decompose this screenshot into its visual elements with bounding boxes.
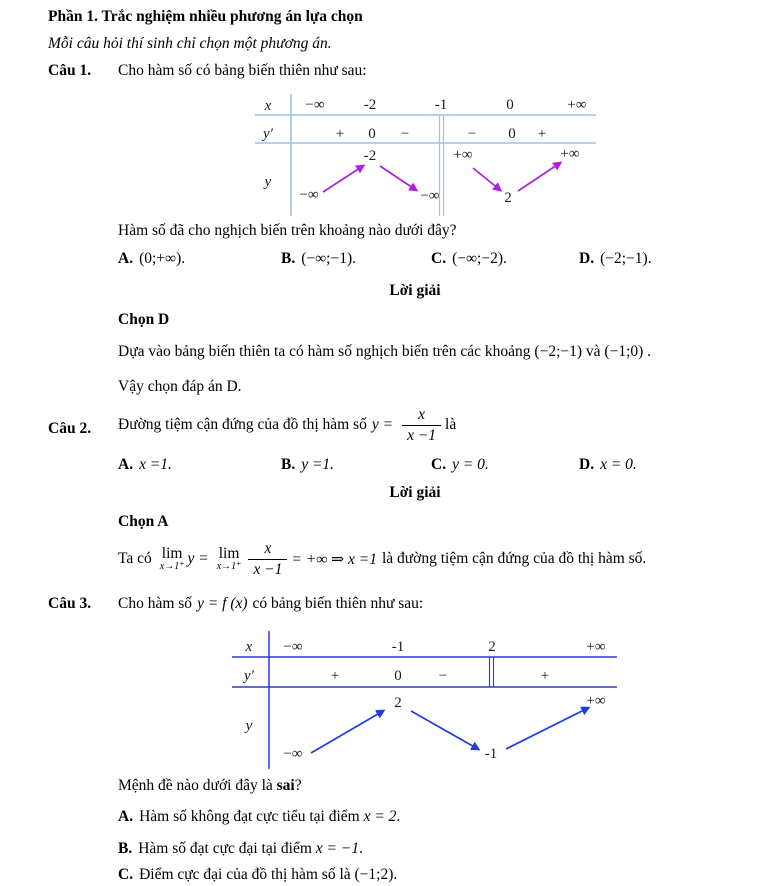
table1-y-value: -2 [363,148,377,164]
q3-statement-a [118,808,400,826]
table1-sign: − [467,126,477,142]
table2-x-value: -1 [391,639,405,655]
q2-option-c [431,456,579,474]
q2-stem-pre: Đường tiệm cận đứng của đồ thị hàm số [118,416,367,433]
q1-solution-title: Lời giải [389,282,441,299]
table1-arrows [323,163,560,192]
option-key: C. [431,250,447,267]
q1-option-c [431,250,579,268]
lim-word: lim [218,544,240,562]
table2-row-label-yp: y′ [244,668,254,684]
table1-x-value: -2 [363,97,377,113]
option-key: B. [118,840,133,857]
q1-option-d [579,250,738,268]
q1-question: Hàm số đã cho nghịch biến trên khoảng nào dưới đây? [118,222,457,239]
table2-y-value: +∞ [586,693,606,709]
statement-math: x = 2 [363,808,397,825]
q3-statement-c [118,866,397,884]
table2-y-value: 2 [394,695,402,711]
q3-question-post: ? [294,777,302,794]
table1-sign: − [400,126,410,142]
fraction-numerator: x [264,540,272,558]
q2-sol-tail: = +∞ ⇒ x =1 [291,550,377,568]
option-key: A. [118,808,134,825]
fraction [402,406,441,443]
q3-question [118,777,302,795]
statement-period: . [359,840,363,857]
table1-sign: + [537,126,547,142]
q1-conclusion: Vậy chọn đáp án D. [118,378,242,395]
table1-y-value: −∞ [299,187,319,203]
q3-question-bold-word: sai [276,777,295,794]
fraction-denominator: x −1 [248,559,287,578]
option-key: C. [431,456,447,473]
table2-row-label-y: y [245,718,253,734]
variation-table-2 [225,627,625,772]
q1-options [118,250,738,268]
limit-block [217,546,242,572]
fraction [248,540,287,577]
table1-x-value: −∞ [305,97,325,113]
option-value: x =1. [139,456,172,473]
table1-row-label-y: y [264,174,272,190]
table1-x-value: -1 [434,97,448,113]
q2-options [118,456,738,474]
q1-stem: Cho hàm số có bảng biến thiên như sau: [118,62,367,79]
q2-sol-pre: Ta có [118,550,152,567]
table1-text [261,97,587,206]
q3-statement-b [118,840,363,858]
q1-choice: Chọn D [118,311,170,328]
statement-math: x = −1 [315,840,360,857]
lim-subscript: x→1⁺ [216,561,242,573]
limit-block [160,546,185,572]
q2-solution-line [118,538,651,580]
table2-y-value: -1 [484,746,498,762]
table1-row-label-yp: y′ [263,126,273,142]
statement-text: Điểm cực đại của đồ thị hàm số là [139,866,355,883]
q1-option-a [118,250,281,268]
q3-stem-post: có bảng biến thiên như sau: [252,595,424,612]
table1-x-value: 0 [506,97,514,113]
q2-stem [118,403,461,447]
q1-option-b [281,250,431,268]
table2-sign: + [540,668,550,684]
q2-sol-mid: y = [187,550,209,567]
option-key: B. [281,456,296,473]
q2-option-a [118,456,281,474]
table1-y-value: +∞ [453,147,473,163]
table2-x-value: −∞ [283,639,303,655]
table2-row-label-x: x [245,639,253,655]
option-value: x = 0. [600,456,637,473]
table2-sign: + [330,668,340,684]
option-key: C. [118,866,134,883]
option-value: y =1. [301,456,335,473]
q2-stem-post: là [445,416,457,433]
table2-x-value: 2 [488,639,496,655]
table2-sign: 0 [394,668,402,684]
table2-arrows [311,708,588,753]
fraction-numerator: x [418,406,425,424]
q2-option-d [579,456,738,474]
statement-period: . [396,808,401,825]
table1-sign: + [335,126,345,142]
table1-y-value: −∞ [420,188,440,204]
q2-expr-lhs: y = [371,416,394,433]
option-value: (−∞;−1). [301,250,357,267]
table2-x-value: +∞ [586,639,606,655]
variation-table-1 [230,88,610,220]
option-value: (−∞;−2). [452,250,507,267]
table1-sign: 0 [368,126,376,142]
option-key: B. [281,250,296,267]
option-key: D. [579,250,595,267]
q2-choice: Chọn A [118,513,169,530]
q2-sol-post: là đường tiệm cận đứng của đồ thị hàm số. [381,550,647,567]
q3-question-pre: Mệnh đề nào dưới đây là [118,777,277,794]
option-key: A. [118,456,134,473]
q1-explanation: Dựa vào bảng biến thiên ta có hàm số nghịch biến trên các khoảng (−2;−1) và (−1;0) . [118,343,652,360]
statement-period: . [393,866,398,883]
table2-sign: − [438,668,448,684]
statement-text: Hàm số không đạt cực tiểu tại điểm [139,808,364,825]
statement-text: Hàm số đạt cực đại tại điểm [138,840,316,857]
instruction-line: Mỗi câu hỏi thí sinh chỉ chọn một phương án. [48,35,332,52]
lim-subscript: x→1⁺ [159,561,185,573]
option-value: (0;+∞). [139,250,186,267]
lim-word: lim [161,544,183,562]
q3-stem [118,595,428,613]
option-value: (−2;−1). [600,250,652,267]
table2-y-value: −∞ [283,746,303,762]
q3-stem-math: y = f (x) [197,595,248,612]
table1-y-value: 2 [504,190,512,206]
part-title: Phần 1. Trắc nghiệm nhiều phương án lựa chọn [48,8,363,25]
q2-option-b [281,456,431,474]
table1-sign: 0 [508,126,516,142]
q3-label: Câu 3. [48,595,92,612]
table1-row-label-x: x [264,98,272,114]
option-value: y = 0. [452,456,489,473]
table1-y-value: +∞ [560,146,580,162]
statement-math: (−1;2) [354,866,394,883]
fraction-denominator: x −1 [402,425,441,444]
q1-label: Câu 1. [48,62,92,79]
q3-stem-pre: Cho hàm số [118,595,193,612]
option-key: A. [118,250,134,267]
table1-x-value: +∞ [567,97,587,113]
q2-label: Câu 2. [48,420,92,437]
q2-solution-title: Lời giải [389,484,441,501]
option-key: D. [579,456,595,473]
